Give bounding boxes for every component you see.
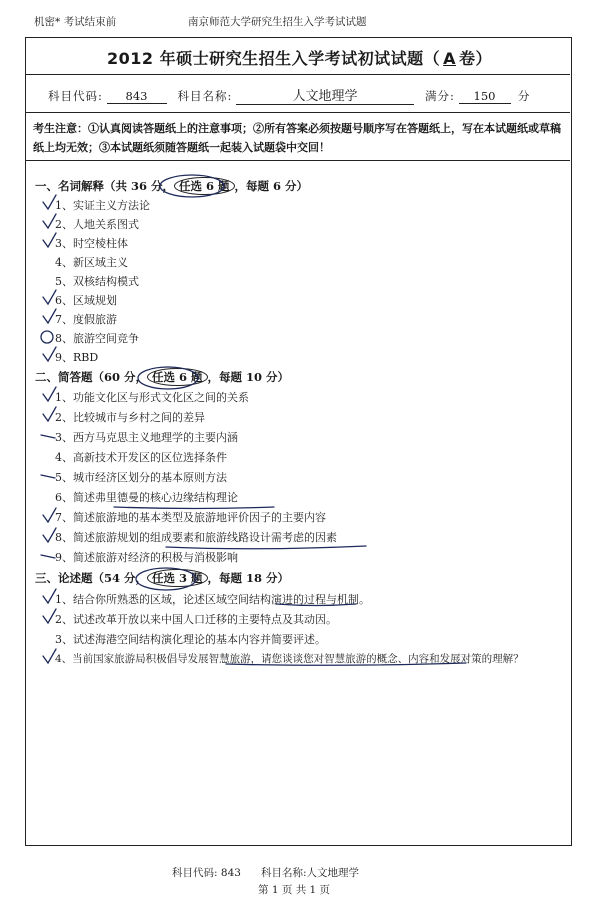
pen-check-mark [43, 407, 56, 421]
title-main: 2012 年硕士研究生招生入学考试初试试题（ [106, 49, 441, 68]
section-3-choose: 任选 3 题 [147, 569, 208, 587]
pen-check-mark [43, 214, 56, 228]
pen-check-mark [43, 347, 56, 361]
pen-circle-section-3 [136, 568, 196, 590]
pen-check-mark [43, 528, 56, 542]
footer-name-label: 科目名称: [260, 867, 307, 879]
question-2-7: 7、简述旅游地的基本类型及旅游地评价因子的主要内容 [55, 511, 326, 524]
footer-code: 843 [220, 867, 241, 879]
full-score-label: 满分: [425, 89, 455, 103]
question-2-3: 3、西方马克思主义地理学的主要内涵 [55, 431, 238, 444]
subject-name-label: 科目名称: [177, 89, 233, 103]
exam-notice: 考生注意：①认真阅读答题纸上的注意事项；②所有答案必须按题号顺序写在答题纸上，写在本试题纸或草稿纸上均无效；③本试题纸须随答题纸一起装入试题袋中交回！ [33, 122, 561, 154]
pen-underline [226, 663, 466, 665]
pen-check-mark [43, 309, 56, 323]
pen-underline [276, 604, 356, 606]
pen-dash-mark [41, 475, 55, 478]
pen-underline [114, 507, 274, 509]
section-2-choose: 任选 6 题 [147, 368, 208, 386]
pen-check-mark [43, 609, 56, 623]
section-1-prefix: 一、名词解释（共 36 分， [35, 179, 175, 193]
question-2-1: 1、功能文化区与形式文化区之间的关系 [55, 391, 249, 404]
pen-check-mark [43, 589, 56, 603]
question-3-1: 1、结合你所熟悉的区域，论述区域空间结构演进的过程与机制。 [55, 593, 370, 606]
question-1-3: 3、时空棱柱体 [55, 237, 128, 250]
footer-name: 人文地理学 [306, 867, 360, 879]
section-3-prefix: 三、论述题（54 分， [35, 571, 148, 585]
question-2-4: 4、高新技术开发区的区位选择条件 [55, 451, 227, 464]
university-header: 南京师范大学研究生招生入学考试试题 [188, 16, 367, 28]
handwritten-annotations [26, 38, 573, 847]
question-3-2: 2、试述改革开放以来中国人口迁移的主要特点及其动因。 [55, 613, 337, 626]
question-1-7: 7、度假旅游 [55, 313, 117, 326]
pen-check-mark [43, 508, 56, 522]
pen-check-mark [43, 233, 56, 247]
footer-subject [172, 865, 359, 880]
question-1-4: 4、新区域主义 [55, 256, 128, 269]
question-1-9: 9、RBD [55, 351, 99, 364]
pen-check-mark [43, 649, 56, 663]
question-2-2: 2、比较城市与乡村之间的差异 [55, 411, 205, 424]
question-1-6: 6、区域规划 [55, 294, 117, 307]
page-number: 第 1 页 共 1 页 [258, 884, 331, 896]
question-2-8: 8、简述旅游规划的组成要素和旅游线路设计需考虑的因素 [55, 531, 337, 544]
pen-dash-mark [41, 435, 55, 438]
subject-name-value: 人文地理学 [236, 90, 414, 105]
section-2-prefix: 二、简答题（60 分， [35, 370, 148, 384]
pen-circle-section-1 [160, 175, 224, 197]
title-end: 卷） [458, 49, 492, 68]
question-2-9: 9、简述旅游对经济的积极与消极影响 [55, 551, 238, 564]
pen-check-mark [43, 195, 56, 209]
subject-code-value: 843 [107, 89, 167, 104]
exam-sheet [25, 37, 572, 846]
question-3-3: 3、试述海港空间结构演化理论的基本内容并简要评述。 [55, 633, 326, 646]
question-2-6: 6、简述弗里德曼的核心边缘结构理论 [55, 491, 238, 504]
question-1-5: 5、双核结构模式 [55, 275, 139, 288]
score-unit: 分 [517, 89, 530, 103]
question-1-1: 1、实证主义方法论 [55, 199, 150, 212]
question-1-2: 2、人地关系图式 [55, 218, 139, 231]
full-score-value: 150 [459, 89, 511, 104]
section-1-choose: 任选 6 题 [174, 177, 235, 195]
confidential-header: 机密* 考试结束前 [34, 16, 117, 28]
subject-code-label: 科目代码: [48, 89, 103, 103]
question-3-4: 4、当前国家旅游局积极倡导发展智慧旅游，请您谈谈您对智慧旅游的概念、内容和发展对策的理解？ [55, 653, 524, 665]
section-1-suffix: ，每题 6 分） [234, 179, 309, 193]
footer-code-label: 科目代码: [172, 867, 218, 879]
question-1-8: 8、旅游空间竞争 [55, 332, 139, 345]
paper-version: A [443, 49, 456, 68]
question-2-5: 5、城市经济区划分的基本原则方法 [55, 471, 227, 484]
pen-circle-section-2 [138, 367, 198, 389]
pen-underline [166, 546, 366, 549]
pen-dash-mark [41, 555, 55, 558]
section-3-suffix: ，每题 18 分） [207, 571, 290, 585]
section-2-suffix: ，每题 10 分） [207, 370, 290, 384]
pen-check-mark [43, 387, 56, 401]
pen-circle-mark [41, 331, 53, 343]
pen-check-mark [43, 290, 56, 304]
